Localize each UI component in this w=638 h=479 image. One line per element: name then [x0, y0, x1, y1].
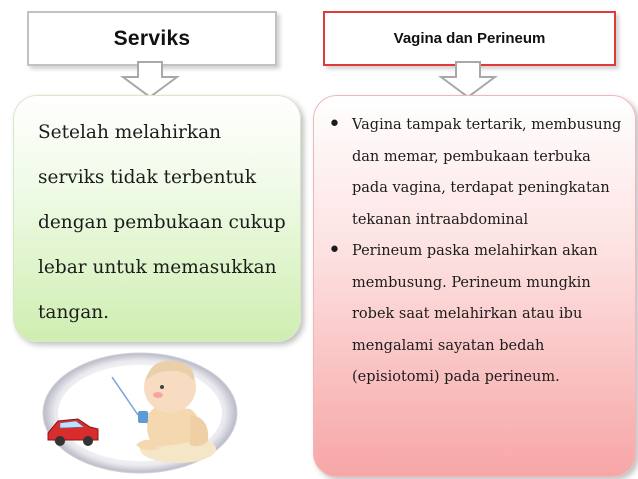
bullet-text: Vagina tampak tertarik, membusung dan memar, pembukaan terbuka pada vagina, terdapat peningkatan tekanan intraabdominal [352, 117, 622, 228]
serviks-header [27, 11, 277, 66]
vagina-perineum-header [323, 11, 616, 66]
bullet-dot-icon: • [328, 112, 341, 137]
baby-toy-car-illustration [40, 345, 240, 475]
serviks-title: Serviks [113, 26, 191, 50]
serviks-card [13, 95, 301, 342]
vagina-down-arrow-icon [438, 61, 498, 99]
vagina-perineum-card [313, 95, 636, 477]
serviks-down-arrow-icon [120, 61, 180, 99]
vagina-perineum-title: Vagina dan Perineum [393, 30, 546, 47]
serviks-description: Setelah melahirkan serviks tidak terbentuk dengan pembukaan cukup lebar untuk memasukkan tangan. [38, 122, 286, 323]
bullet-dot-icon: • [328, 238, 341, 263]
bullet-item [328, 110, 628, 236]
vagina-perineum-bullets [328, 110, 628, 394]
bullet-item [328, 236, 628, 394]
bullet-text: Perineum paska melahirkan akan membusung. Perineum mungkin robek saat melahirkan atau ibu mengalami sayatan bedah (episiotomi) pada perineum. [352, 243, 598, 385]
